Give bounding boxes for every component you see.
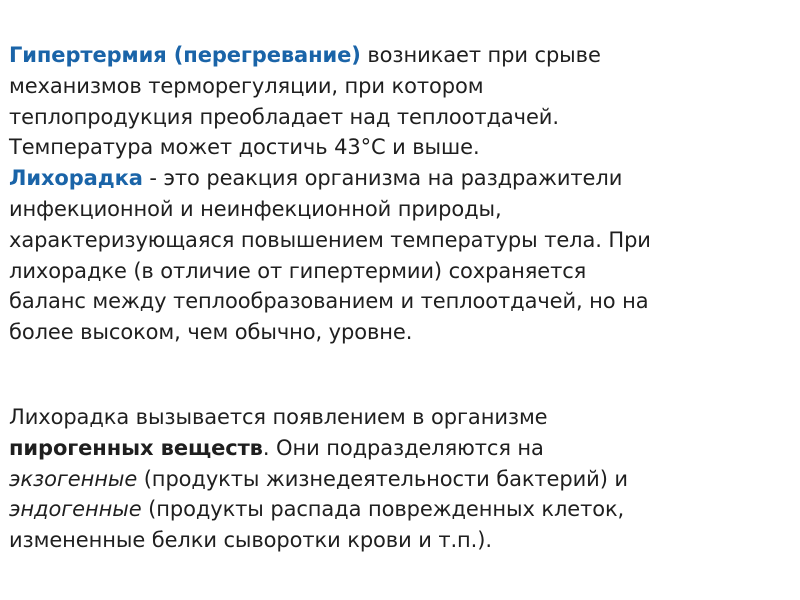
hyperthermia-text-1: возникает при срыве <box>360 43 601 67</box>
hyperthermia-line-3: теплопродукция преобладает над теплоотдачей. <box>9 104 559 129</box>
definitions-paragraph <box>9 40 789 348</box>
fever-line-4: лихорадке (в отличие от гипертермии) сохраняется <box>9 258 587 283</box>
endogenous-term: эндогенные <box>9 497 142 522</box>
hyperthermia-line-1 <box>9 40 789 71</box>
pyrogens-paragraph <box>9 402 789 556</box>
pyrogens-line-3 <box>9 464 789 495</box>
pyrogens-term: пирогенных веществ <box>9 435 263 460</box>
pyrogens-line-5: измененные белки сыворотки крови и т.п.). <box>9 528 492 553</box>
pyrogens-line-2 <box>9 433 789 464</box>
pyrogens-text-3: (продукты жизнедеятельности бактерий) и <box>137 466 628 491</box>
fever-line-5: баланс между теплообразованием и теплоотдачей, но на <box>9 289 649 314</box>
hyperthermia-line-4: Температура может достичь 43°С и выше. <box>9 135 480 160</box>
pyrogens-line-1: Лихорадка вызывается появлением в организме <box>9 405 548 429</box>
pyrogens-text-4: (продукты распада поврежденных клеток, <box>141 497 625 522</box>
pyrogens-text-2: . Они подразделяются на <box>262 435 544 460</box>
exogenous-term: экзогенные <box>9 466 138 491</box>
hyperthermia-line-2: механизмов терморегуляции, при котором <box>9 73 484 98</box>
fever-line-6: более высоком, чем обычно, уровне. <box>9 320 413 345</box>
fever-text-1: - это реакция организма на раздражители <box>142 166 623 191</box>
fever-line-2: инфекционной и неинфекционной природы, <box>9 196 502 221</box>
pyrogens-line-4 <box>9 494 789 525</box>
fever-term: Лихорадка <box>9 166 143 191</box>
fever-line-3: характеризующаяся повышением температуры тела. При <box>9 227 651 252</box>
fever-line-1 <box>9 163 789 194</box>
hyperthermia-term: Гипертермия (перегревание) <box>9 43 361 67</box>
